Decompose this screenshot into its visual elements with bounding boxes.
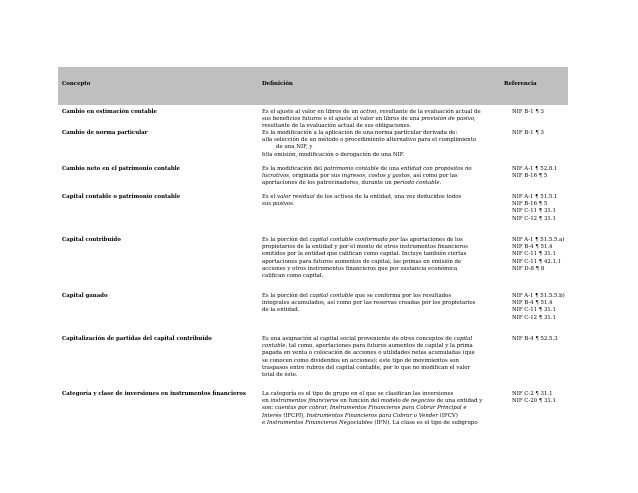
reference-list — [512, 130, 572, 166]
definition-line: son: cuentas por cobrar, Instrumentos Financieros para Cobrar Principal e — [262, 405, 467, 412]
definition-line: Es la porción del capital contable conformado por las aportaciones de los — [262, 237, 463, 244]
reference-item: NIF C-12 ¶ 31.1 — [512, 314, 556, 321]
reference-item: NIF B-4 ¶ 52.5.3 — [512, 336, 558, 343]
definition-line: a)la selección de un método o procedimiento alternativo para el cumplimiento — [262, 137, 477, 144]
definition-line: resultante de la evaluación actual de sus obligaciones. — [262, 123, 412, 130]
definition-line: de la entidad. — [262, 307, 300, 314]
definition-line: Interés (IFCPI), Instrumentos Financieros para Cobrar o Vender (IFCV) — [262, 412, 458, 419]
concept-term: Cambio neto en el patrimonio contable — [62, 166, 181, 173]
reference-item: NIF C-20 ¶ 31.1 — [512, 398, 556, 405]
reference-item: NIF C-11 ¶ 31.1 — [512, 307, 556, 314]
definition-line: b)la emisión, modificación o derogación de una NIF. — [262, 151, 405, 158]
definition-text — [262, 391, 512, 436]
definition-line: Es una asignación al capital social proveniente de otros conceptos de capital — [262, 336, 473, 343]
definition-line: califican como capital. — [262, 272, 324, 279]
definition-line: La categoría es el tipo de grupo en el que se clasifican las inversiones — [262, 391, 454, 398]
definition-line: propietarios de la entidad y por el monto de otros instrumentos financieros — [262, 244, 468, 251]
reference-item: NIF A-1 ¶ 51.5.1 — [512, 194, 558, 201]
reference-item: NIF D-8 ¶ 8 — [512, 265, 545, 272]
table-row — [58, 336, 572, 391]
reference-list — [512, 194, 572, 237]
reference-list — [512, 237, 572, 293]
reference-item: NIF B-4 ¶ 51.4 — [512, 300, 553, 307]
header-concepto: Concepto — [62, 81, 91, 87]
glossary-page — [58, 67, 568, 436]
definition-line: sus beneficios futuros o el ajuste al valor en libros de una provisión de pasivo, — [262, 116, 476, 123]
definition-text — [262, 194, 512, 237]
definition-line: se conocen como dividendos en acciones); este tipo de movimientos son — [262, 357, 459, 364]
reference-item: NIF A-1 ¶ 52.8.1 — [512, 166, 558, 173]
concept-term: Capital contable o patrimonio contable — [62, 194, 181, 201]
definition-line: de una NIF, y — [276, 144, 313, 151]
table-header — [58, 67, 568, 105]
definition-line: lucrativos, originada por sus ingresos, costos y gastos, así como por las — [262, 173, 458, 180]
definition-line: contable, tal como, aportaciones para futuros aumentos de capital y la prima — [262, 343, 473, 350]
reference-item: NIF C-11 ¶ 42.1.1 — [512, 258, 562, 265]
definition-line: Es el valor residual de los activos de la entidad, una vez deducidos todos — [262, 194, 462, 201]
reference-item: NIF B-4 ¶ 51.4 — [512, 244, 553, 251]
concept-term: Cambio de norma particular — [62, 130, 148, 137]
table-row — [58, 166, 572, 194]
table-row — [58, 293, 572, 336]
definition-text — [262, 130, 512, 166]
table-row — [58, 109, 572, 130]
table-row — [58, 130, 572, 166]
definition-text — [262, 293, 512, 336]
reference-list — [512, 336, 572, 391]
concept-term: Capital contribuido — [62, 237, 121, 244]
table-row — [58, 237, 572, 293]
concept-term: Cambio en estimación contable — [62, 109, 157, 115]
concept-term: Capitalización de partidas del capital contribuido — [62, 336, 212, 343]
definition-line: Es la modificación del patrimonio contable de una entidad con propósitos no — [262, 166, 472, 173]
concept-term: Capital ganado — [62, 293, 108, 300]
definition-line: traspasos entre rubros del capital contable, por lo que no modifican el valor — [262, 364, 471, 371]
reference-item: NIF C-11 ¶ 31.1 — [512, 208, 556, 215]
definition-line: Es la porción del capital contable que se conforma por los resultados — [262, 293, 452, 300]
definition-line: pagada en venta o colocación de acciones o utilidades netas acumuladas (que — [262, 350, 475, 357]
definition-line: aportaciones de los patrocinadores, durante un periodo contable. — [262, 180, 442, 187]
definition-line: integrales acumulados, así como por las reservas creadas por los propietarios — [262, 300, 476, 307]
reference-item: NIF A-1 ¶ 51.5.5.a) — [512, 237, 565, 244]
reference-list — [512, 109, 572, 130]
definition-line: Es el ajuste al valor en libros de un activo, resultante de la evaluación actual de — [262, 109, 481, 115]
reference-list — [512, 166, 572, 194]
reference-item: NIF C-11 ¶ 31.1 — [512, 251, 556, 258]
definition-line: total de éste. — [262, 371, 298, 378]
reference-list — [512, 391, 572, 436]
reference-item: NIF B-1 ¶ 3 — [512, 130, 544, 137]
reference-item: NIF C-12 ¶ 31.1 — [512, 215, 556, 222]
definition-text — [262, 336, 512, 391]
definition-line: e Instrumentos Financieros Negociables (IFN). La clase es el tipo de subgrupo — [262, 419, 478, 426]
definition-text — [262, 109, 512, 130]
glossary-table — [58, 109, 572, 436]
reference-item: NIF B-1 ¶ 3 — [512, 109, 544, 115]
definition-line: emitidos por la entidad que califican como capital. Incluye también ciertas — [262, 251, 467, 258]
reference-list — [512, 293, 572, 336]
definition-text — [262, 166, 512, 194]
definition-text — [262, 237, 512, 293]
reference-item: NIF C-2 ¶ 31.1 — [512, 391, 553, 398]
header-definicion: Definición — [262, 81, 293, 87]
definition-line: Es la modificación a la aplicación de una norma particular derivada de: — [262, 130, 458, 137]
reference-item: NIF A-1 ¶ 51.5.5.b) — [512, 293, 565, 300]
definition-line: en instrumentos financieros en función del modelo de negocios de una entidad y — [262, 398, 483, 405]
header-referencia: Referencia — [504, 81, 537, 87]
reference-item: NIF B-16 ¶ 5 — [512, 201, 548, 208]
reference-item: NIF B-16 ¶ 5 — [512, 173, 548, 180]
definition-line: aportaciones para futuros aumentos de capital, las primas en emisión de — [262, 258, 462, 265]
definition-line: acciones y otros instrumentos financieros que por sustancia económica — [262, 265, 458, 272]
table-row — [58, 391, 572, 436]
definition-line: sus pasivos. — [262, 201, 295, 208]
concept-term: Categoría y clase de inversiones en instrumentos financieros — [62, 391, 246, 398]
table-row — [58, 194, 572, 237]
